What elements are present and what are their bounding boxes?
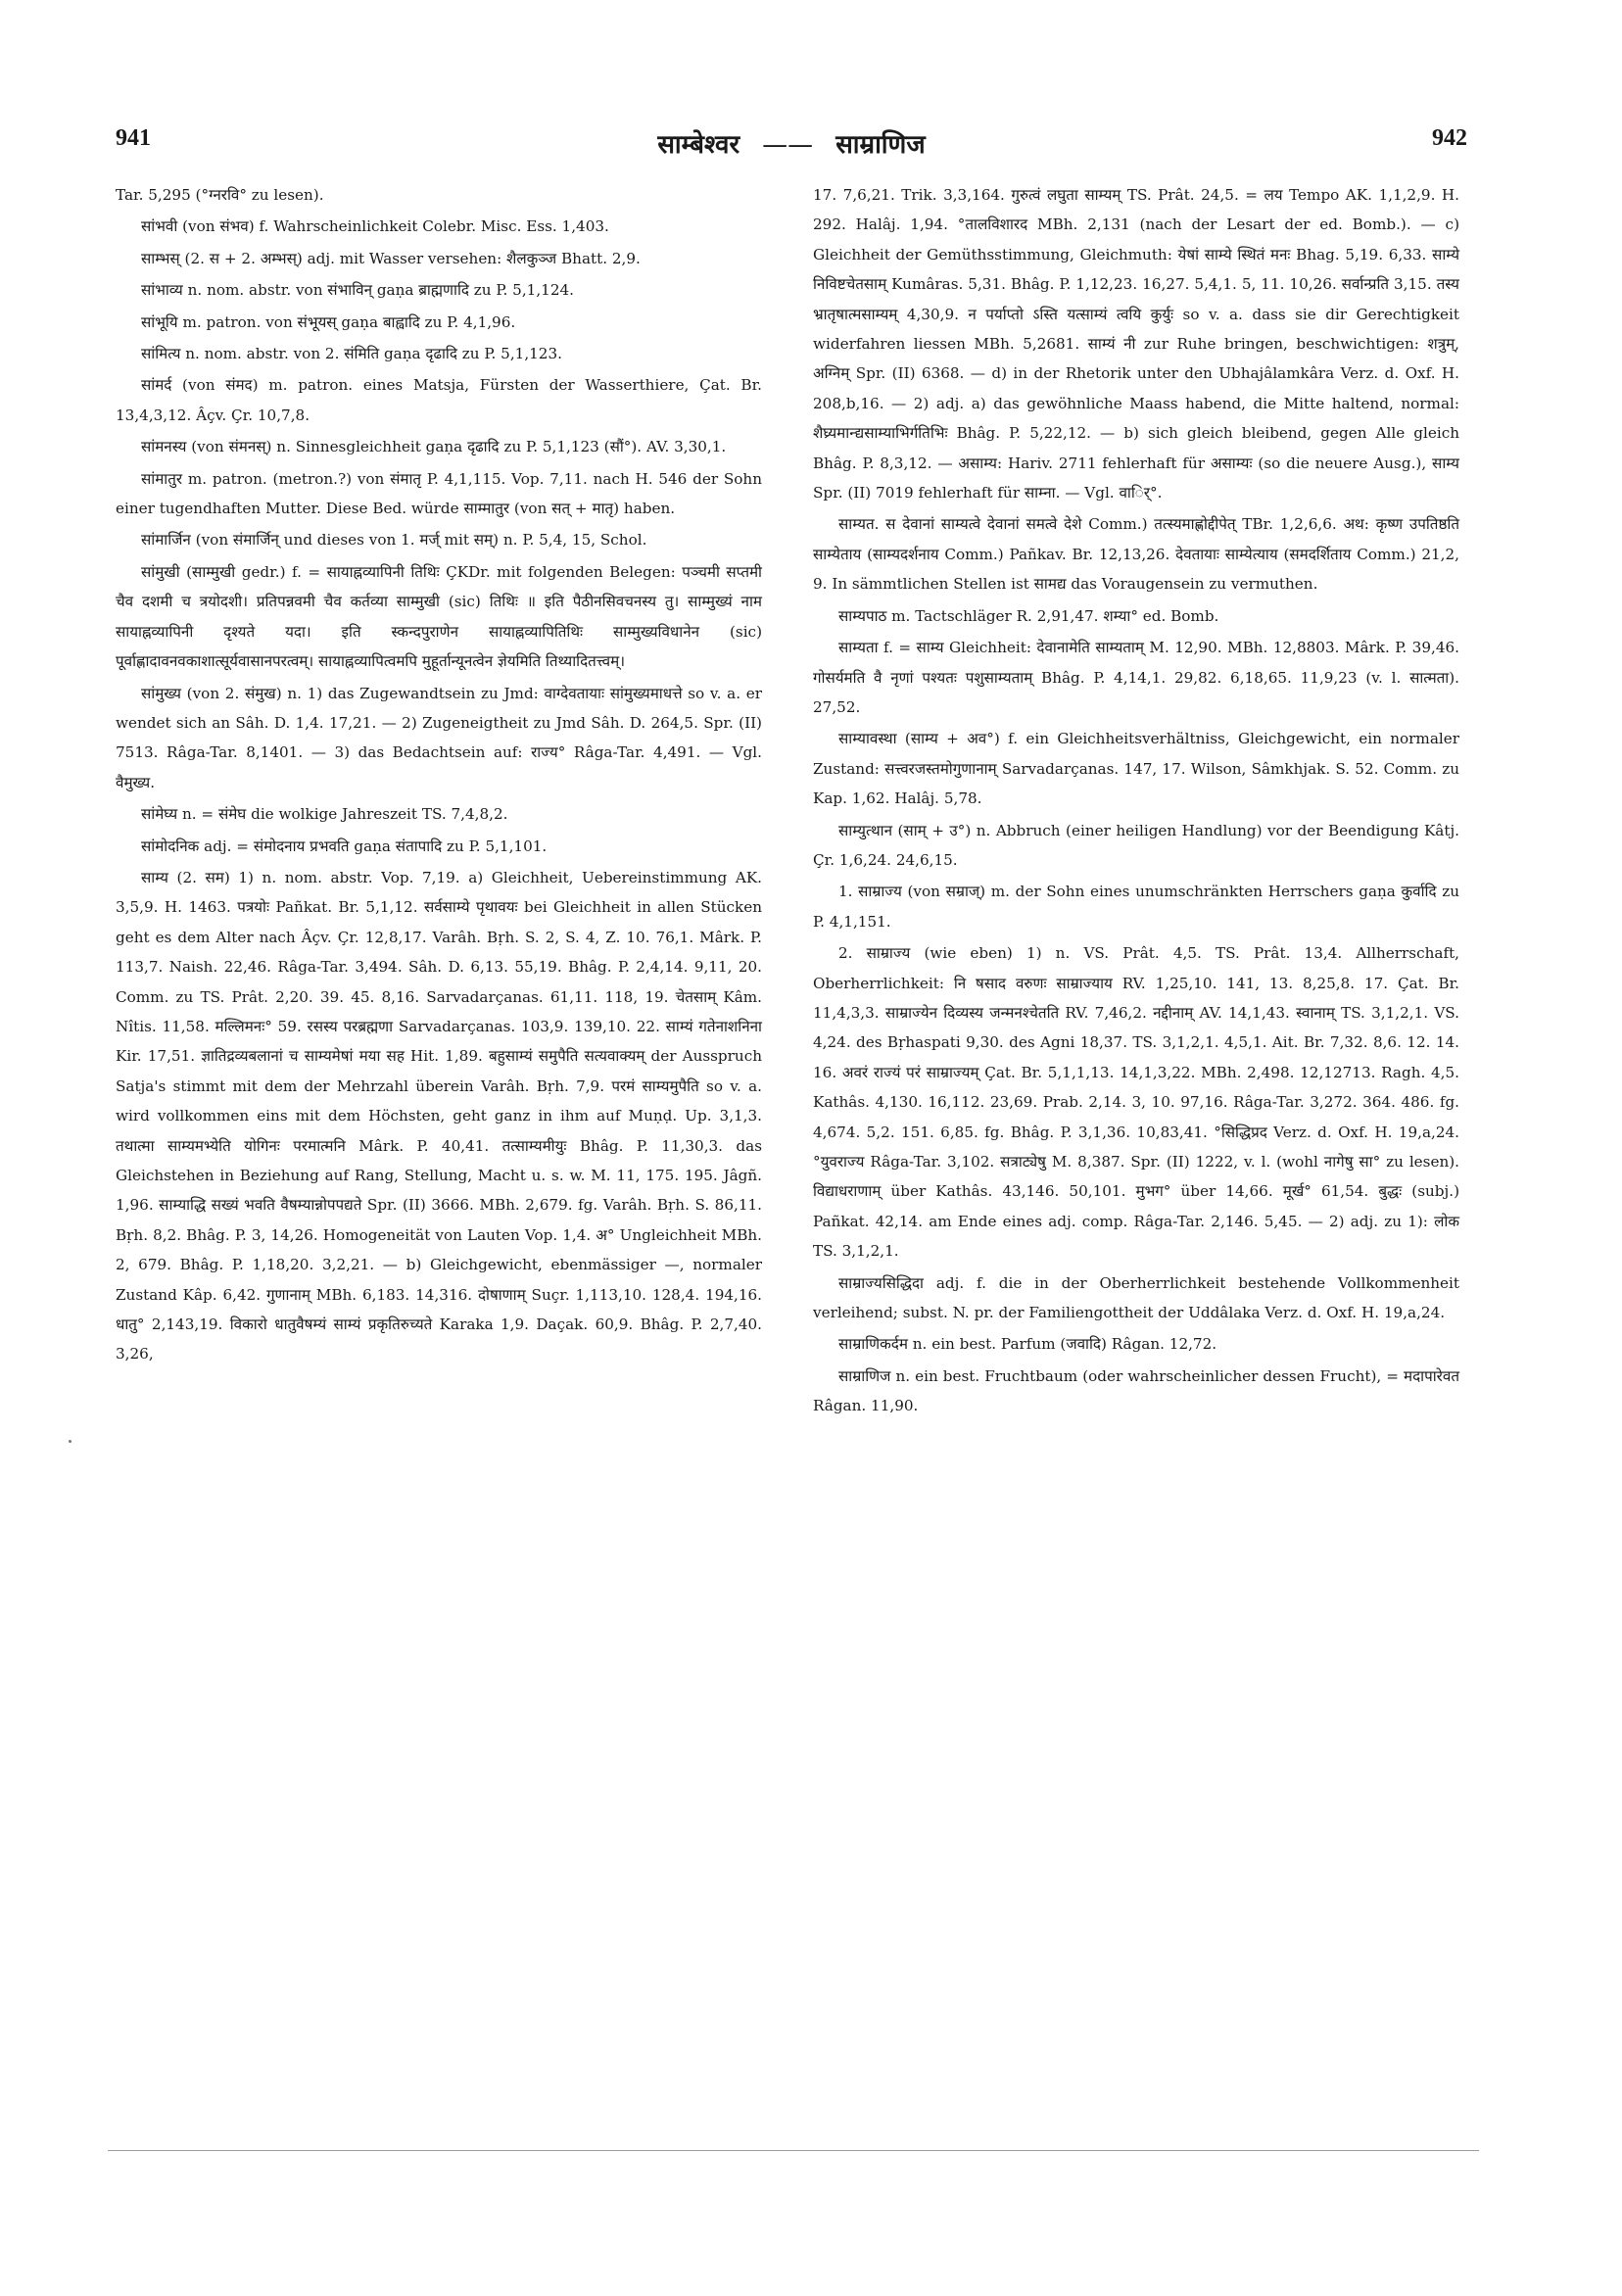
left-column <box>116 180 762 1371</box>
dictionary-entry: 2. साम्राज्य (wie eben) 1) n. VS. Prât. 4,5. TS. Prât. 13,4. Allherrschaft, Oberherrlichkeit: नि षसाद वरुणः साम्राज्याय RV. 1,25,10. 141, 13. 8,25,8. 17. Çat. Br. 11,4,3,3. साम्राज्येन दिव्यस्य जन्मनश्चेतति RV. 7,46,2. नद्दीनाम् AV. 14,1,43. स्वानाम् TS. 3,1,2,1. VS. 4,24. des Bṛhaspati 9,30. des Agni 18,37. TS. 3,1,2,1. 4,5,1. Ait. Br. 7,32. 8,6. 12. 14. 16. अवरं राज्यं परं साम्राज्यम् Çat. Br. 5,1,1,13. 14,1,3,22. MBh. 2,498. 12,12713. Ragh. 4,5. Kathâs. 4,130. 16,112. 23,69. Prab. 2,14. 3, 10. 97,16. Râga-Tar. 3,272. 364. 486. fg. 4,674. 5,2. 151. 6,85. fg. Bhâg. P. 3,1,36. 10,83,41. °सिद्धिप्रद Verz. d. Oxf. H. 19,a,24. °युवराज्य Râga-Tar. 3,102. सत्राट्येषु M. 8,387. Spr. (II) 1222, v. l. (wohl नागेषु सा° zu lesen). विद्याधराणाम् über Kathâs. 43,146. 50,101. मुभग° über 14,66. मूर्ख° 61,54. बुद्धः (subj.) Pañkat. 42,14. am Ende eines adj. comp. Râga-Tar. 2,146. 5,45. — 2) adj. zu 1): लोक TS. 3,1,2,1. <box>813 944 1459 1261</box>
running-headword-first: साम्बेश्वर <box>657 130 740 160</box>
page-number-left: 941 <box>116 125 151 151</box>
dictionary-entry: सांमनस्य (von संमनस्) n. Sinnesgleichheit gaṇa दृढादि zu P. 5,1,123 (सौं°). AV. 3,30,1. <box>141 438 727 456</box>
dictionary-entry: सांमोदनिक adj. = संमोदनाय प्रभवति gaṇa संतापादि zu P. 5,1,101. <box>141 837 548 855</box>
headword-dash: —— <box>762 130 814 160</box>
dictionary-entry: साम्यावस्था (साम्य + अव°) f. ein Gleichheitsverhältniss, Gleichgewicht, ein normaler Zustand: सत्त्वरजस्तमोगुणानाम् Sarvadarçanas. 147, 17. Wilson, Sâmkhjak. S. 52. Comm. zu Kap. 1,62. Halâj. 5,78. <box>813 730 1459 808</box>
dictionary-entry: साम्यता f. = साम्य Gleichheit: देवानामेति साम्यताम् M. 12,90. MBh. 12,8803. Mârk. P. 39,46. गोसर्यमति वै नृणां पश्यतः पशुसाम्यताम् Bhâg. P. 4,14,1. 29,82. 6,18,65. 11,9,23 (v. l. सात्मता). 27,52. <box>813 639 1459 716</box>
dictionary-entry: साम्य (2. सम) 1) n. nom. abstr. Vop. 7,19. a) Gleichheit, Uebereinstimmung AK. 3,5,9. H. 1463. पत्रयोः Pañkat. Br. 5,1,12. सर्वसाम्ये पृथावयः bei Gleichheit in allen Stücken geht es dem Alter nach Âçv. Çr. 12,8,17. Varâh. Bṛh. S. 2, S. 4, Z. 10. 76,1. Mârk. P. 113,7. Naish. 22,46. Râga-Tar. 3,494. Sâh. D. 6,13. 55,19. Bhâg. P. 2,4,14. 9,11, 20. Comm. zu TS. Prât. 2,20. 39. 45. 8,16. Sarvadarçanas. 61,11. 118, 19. चेतसाम् Kâm. Nîtis. 11,58. मल्लिमनः° 59. रसस्य परब्रह्मणा Sarvadarçanas. 103,9. 139,10. 22. साम्यं गतेनाशनिना Kir. 17,51. ज्ञातिद्रव्यबलानां च साम्यमेषां मया सह Hit. 1,89. बहुसाम्यं समुपैति सत्यवाक्यम् der Ausspruch Satja's stimmt mit dem der Mehrzahl überein Varâh. Bṛh. 7,9. परमं साम्यमुपैति so v. a. wird vollkommen eins mit dem Höchsten, geht ganz in ihm auf Muṇḍ. Up. 3,1,3. तथात्मा साम्यमभ्येति योगिनः परमात्मनि Mârk. P. 40,41. तत्साम्यमीयुः Bhâg. P. 11,30,3. das Gleichstehen in Beziehung auf Rang, Stellung, Macht u. s. w. M. 11, 175. 195. Jâgñ. 1,96. साम्याद्धि सख्यं भवति वैषम्यान्नोपपद्यते Spr. (II) 3666. MBh. 2,679. fg. Varâh. Bṛh. S. 86,11. Bṛh. 8,2. Bhâg. P. 3, 14,26. Homogeneität von Lauten Vop. 1,4. अ° Ungleichheit MBh. 2, 679. Bhâg. P. 1,18,20. 3,2,21. — b) Gleichgewicht, ebenmässiger —, normaler Zustand Kâp. 6,42. गुणानाम् MBh. 6,183. 14,316. दोषाणाम् Suçr. 1,113,10. 128,4. 194,16. धातु° 2,143,19. विकारो धातुवैषम्यं साम्यं प्रकृतिरुच्यते Karaka 1,9. Daçak. 60,9. Bhâg. P. 2,7,40. 3,26, <box>116 868 762 1363</box>
dictionary-entry: सांमेघ्य n. = संमेघ die wolkige Jahreszeit TS. 7,4,8,2. <box>141 805 508 824</box>
dictionary-entry: साम्यपाठ m. Tactschläger R. 2,91,47. शम्या° ed. Bomb. <box>838 606 1219 625</box>
dictionary-entry: सांभाव्य n. nom. abstr. von संभाविन् gaṇa ब्राह्मणादि zu P. 5,1,124. <box>141 281 574 300</box>
dictionary-entry: सांमुखी (साम्मुखी gedr.) f. = सायाह्नव्यापिनी तिथिः ÇKDr. mit folgenden Belegen: पञ्चमी सप्तमी चैव दशमी च त्रयोदशी। प्रतिपन्नवमी चैव कर्तव्या साम्मुखी (sic) तिथिः ॥ इति पैठीनसिवचनस्य तु। साम्मुख्यं नाम सायाह्नव्यापिनी दृश्यते यदा। इति स्कन्दपुराणेन सायाह्नव्यापितिथिः साम्मुख्यविधानेन (sic) पूर्वाह्णादावनवकाशात्सूर्यवासानपरत्वम्। सायाह्नव्यापित्वमपि मुहूर्तान्यूनत्वेन ज्ञेयमिति तिथ्यादितत्त्वम्। <box>116 562 762 671</box>
dictionary-entry: साम्राज्यसिद्धिदा adj. f. die in der Oberherrlichkeit bestehende Vollkommenheit verleihend; subst. N. pr. der Familiengottheit der Uddâlaka Verz. d. Oxf. H. 19,a,24. <box>813 1273 1459 1322</box>
dictionary-entry: सांमुख्य (von 2. संमुख) n. 1) das Zugewandtsein zu Jmd: वाग्देवतायाः सांमुख्यमाधत्ते so v. a. er wendet sich an Sâh. D. 1,4. 17,21. — 2) Zugeneigtheit zu Jmd Sâh. D. 264,5. Spr. (II) 7513. Râga-Tar. 8,1401. — 3) das Bedachtsein auf: राज्य° Râga-Tar. 4,491. — Vgl. वैमुख्य. <box>116 684 762 791</box>
dictionary-entry: 17. 7,6,21. Trik. 3,3,164. गुरुत्वं लघुता साम्यम् TS. Prât. 24,5. = लय Tempo AK. 1,1,2,9. H. 292. Halâj. 1,94. °तालविशारद MBh. 2,131 (nach der Lesart der ed. Bomb.). — c) Gleichheit der Gemüthsstimmung, Gleichmuth: येषां साम्ये स्थितं मनः Bhag. 5,19. 6,33. साम्ये निविष्टचेतसाम् Kumâras. 5,31. Bhâg. P. 1,12,23. 16,27. 5,4,1. 5, 11. 10,26. सर्वान्प्रति 3,15. तस्य भ्रातृषात्मसाम्यम् 4,30,9. न पर्याप्तो ऽस्ति यत्साम्यं त्वयि कुर्युः so v. a. dass sie dir Gerechtigkeit widerfahren liessen MBh. 5,2681. साम्यं नी zur Ruhe bringen, beschwichtigen: शत्रुम्, अग्निम् Spr. (II) 6368. — d) in der Rhetorik unter den Ubhajâlamkâra Verz. d. Oxf. H. 208,b,16. — 2) adj. a) das gewöhnliche Maass habend, die Mitte haltend, normal: शैघ्र्यमान्द्यसाम्याभिर्गतिभिः Bhâg. P. 5,22,12. — b) sich gleich bleibend, gegen Alle gleich Bhâg. P. 8,3,12. — असाम्य: Hariv. 2711 fehlerhaft für असाम्यः (so die neuere Ausg.), साम्य Spr. (II) 7019 fehlerhaft für साम्ना. — Vgl. वार्ि°. <box>813 186 1459 502</box>
dictionary-entry: साम्यत. स देवानां साम्यत्वे देवानां समत्वे देशे Comm.) तत्स्यमाह्णोद्दीपेत् TBr. 1,2,6,6. अथ: कृष्ण उपतिष्ठति साम्येताय (साम्यदर्शनाय Comm.) Pañkav. Br. 12,13,26. देवतायाः साम्येत्याय (समदर्शिताय Comm.) 21,2, 9. In sämmtlichen Stellen ist सामद्य das Voraugensein zu vermuthen. <box>813 515 1459 594</box>
dictionary-entry: सांमित्य n. nom. abstr. von 2. संमिति gaṇa दृढादि zu P. 5,1,123. <box>141 345 562 363</box>
dictionary-entry: सांभूयि m. patron. von संभूयस् gaṇa बाह्वादि zu P. 4,1,96. <box>141 312 516 331</box>
dictionary-entry: सांमार्जिन (von संमार्जिन् und dieses von 1. मर्ज् mit सम्) n. P. 5,4, 15, Schol. <box>141 531 647 550</box>
dictionary-entry: साम्राणिज n. ein best. Fruchtbaum (oder wahrscheinlicher dessen Frucht), = मदापारेवत Râgan. 11,90. <box>813 1366 1459 1415</box>
dictionary-entry: साम्राणिकर्दम n. ein best. Parfum (जवादि) Râgan. 12,72. <box>838 1335 1217 1354</box>
page-header <box>116 125 1467 165</box>
scan-speck <box>69 1440 72 1443</box>
running-headword-last: साम्राणिज <box>835 130 926 160</box>
dictionary-entry: साम्भस् (2. स + 2. अम्भस्) adj. mit Wasser versehen: शैलकुञ्ज Bhatt. 2,9. <box>141 249 641 267</box>
dictionary-entry: सांमातुर m. patron. (metron.?) von संमातृ P. 4,1,115. Vop. 7,11. nach H. 546 der Sohn einer tugendhaften Mutter. Diese Bed. würde साम्मातुर (von सत् + मातृ) haben. <box>116 469 762 518</box>
dictionary-entry: सांमर्द (von संमद) m. patron. eines Matsja, Fürsten der Wasserthiere, Çat. Br. 13,4,3,12. Âçv. Çr. 10,7,8. <box>116 376 762 424</box>
dictionary-entry: 1. साम्राज्य (von सम्राज्) m. der Sohn eines unumschränkten Herrschers gaṇa कुर्वादि zu P. 4,1,151. <box>813 883 1459 931</box>
page-bottom-rule <box>108 2150 1479 2151</box>
running-headwords <box>116 125 1467 161</box>
right-column <box>813 180 1459 1423</box>
dictionary-entry: साम्युत्थान (साम् + उ°) n. Abbruch (einer heiligen Handlung) vor der Beendigung Kâtj. Çr. 1,6,24. 24,6,15. <box>813 821 1459 869</box>
dictionary-entry: सांभवी (von संभव) f. Wahrscheinlichkeit Colebr. Misc. Ess. 1,403. <box>141 217 609 236</box>
page-number-right: 942 <box>1432 125 1467 151</box>
dictionary-entry: Tar. 5,295 (°ग्नरवि° zu lesen). <box>116 186 324 204</box>
